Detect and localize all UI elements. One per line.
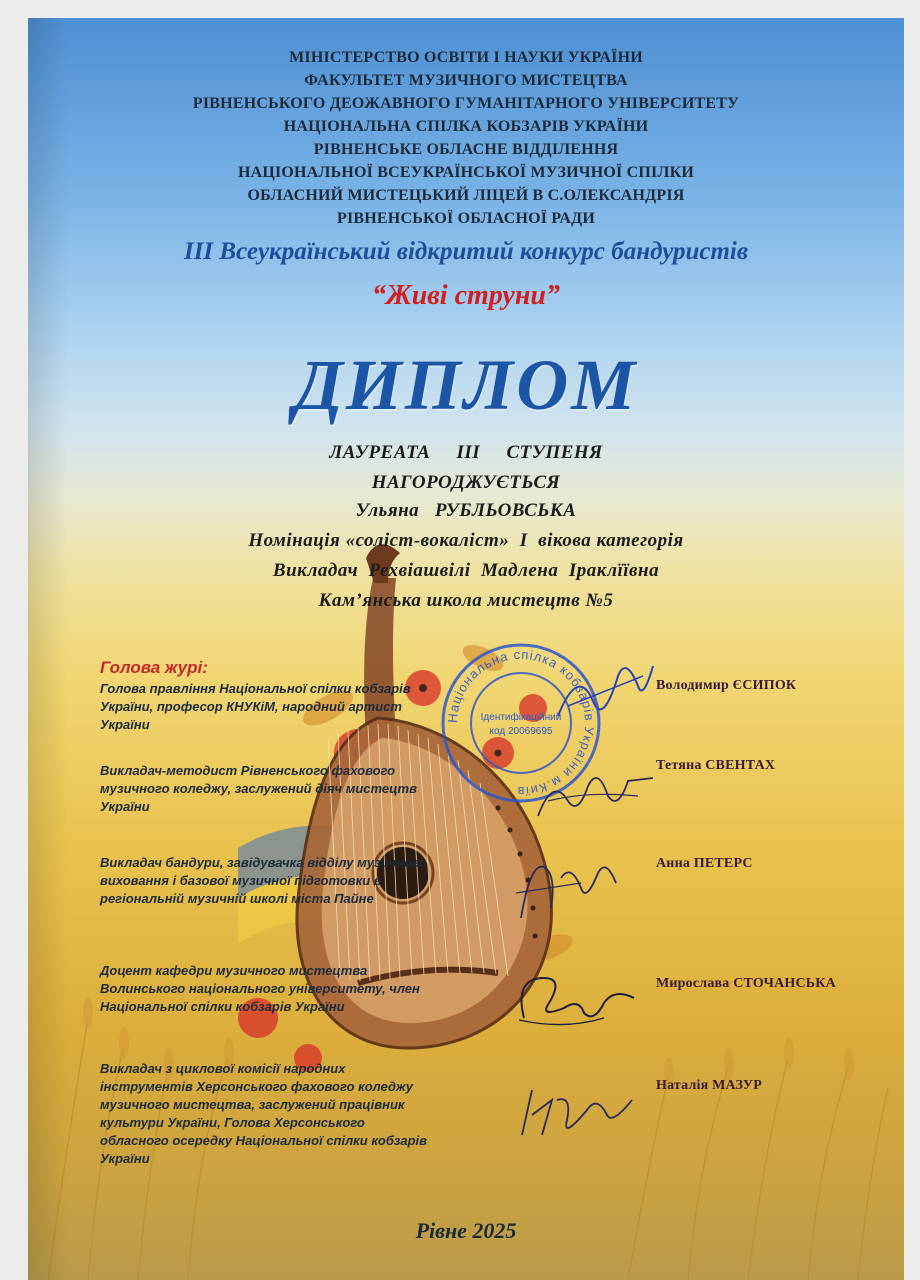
header-line-1: МІНІСТЕРСТВО ОСВІТИ І НАУКИ УКРАЇНИ [289,49,643,66]
jury-desc-1: Голова правління Національної спілки кобзарів України, професор КНУКіМ, народний артист України [100,681,411,732]
header-line-8: РІВНЕНСЬКОЇ ОБЛАСНОЇ РАДИ [337,210,595,227]
jury-name-4: Мирослава СТОЧАНСЬКА [656,976,836,991]
jury-name-5: Наталія МАЗУР [656,1078,762,1093]
signature-4 [504,958,644,1038]
jury-name-3: Анна ПЕТЕРС [656,856,753,871]
award-degree: ЛАУРЕАТА ІІІ СТУПЕНЯ [329,442,603,463]
jury-name-1: Володимир ЄСИПОК [656,678,797,693]
jury-desc-2: Викладач-методист Рівненського фахового музичного коледжу, заслужений діяч мистецтв України [100,763,417,814]
contest-title: ІІІ Всеукраїнський відкритий конкурс бандуристів [183,238,749,265]
contest-subtitle: “Живі струни” [372,280,560,311]
header-line-4: НАЦІОНАЛЬНА СПІЛКА КОБЗАРІВ УКРАЇНИ [283,118,649,135]
header-line-7: ОБЛАСНИЙ МИСТЕЦЬКИЙ ЛІЦЕЙ В С.ОЛЕКСАНДРІЯ [247,187,685,204]
header-line-2: ФАКУЛЬТЕТ МУЗИЧНОГО МИСТЕЦТВА [304,72,628,89]
award-awarded: НАГОРОДЖУЄТЬСЯ [371,472,561,493]
diploma-title: ДИПЛОМ [293,345,639,425]
jury-name-2: Тетяна СВЕНТАХ [656,758,776,773]
teacher: Викладач Рехвіашвілі Мадлена Іраклїївна [272,560,660,581]
nomination: Номінація «соліст-вокаліст» І вікова категорія [248,530,684,551]
signature-2 [528,756,658,836]
header-line-5: РІВНЕНСЬКЕ ОБЛАСНЕ ВІДДІЛЕННЯ [313,141,619,158]
stamp-center-line-1: Ідентифікаційний [480,712,562,723]
stamp-center-line-2: код 20069695 [489,726,553,737]
laureate-name: Ульяна РУБЛЬОВСЬКА [355,500,577,521]
school: Кам’янська школа мистецтв №5 [318,590,614,611]
jury-desc-3: Викладач бандури, завідувачка відділу музичного виховання і базової музичної підготовки в регіональній музичній школі міста Пайне [100,855,427,906]
stamp-ring-text: Національна спілка кобзарів України м.Київ [444,646,598,800]
jury-title: Голова журі: [100,658,208,677]
signature-1 [548,646,658,736]
signature-3 [506,838,636,928]
signature-5 [512,1070,642,1150]
jury-desc-4: Доцент кафедри музичного мистецтва Волинського національного університету, член Національної спілки кобзарів України [100,963,420,1014]
header-line-6: НАЦІОНАЛЬНОЇ ВСЕУКРАЇНСЬКОЇ МУЗИЧНОЇ СПІЛКИ [237,164,695,181]
diploma-sheet [28,18,904,1280]
header-line-3: РІВНЕНСЬКОГО ДЕОЖАВНОГО ГУМАНІТАРНОГО УНІВЕРСИТЕТУ [192,95,740,112]
jury-desc-5: Викладач з циклової комісії народних інструментів Херсонського фахового коледжу музичного мистецтва, заслужений працівник культури України, Голова Херсонського обласного осередку Національної спілки кобзарів України [100,1061,427,1166]
place-date: Рівне 2025 [415,1218,517,1243]
